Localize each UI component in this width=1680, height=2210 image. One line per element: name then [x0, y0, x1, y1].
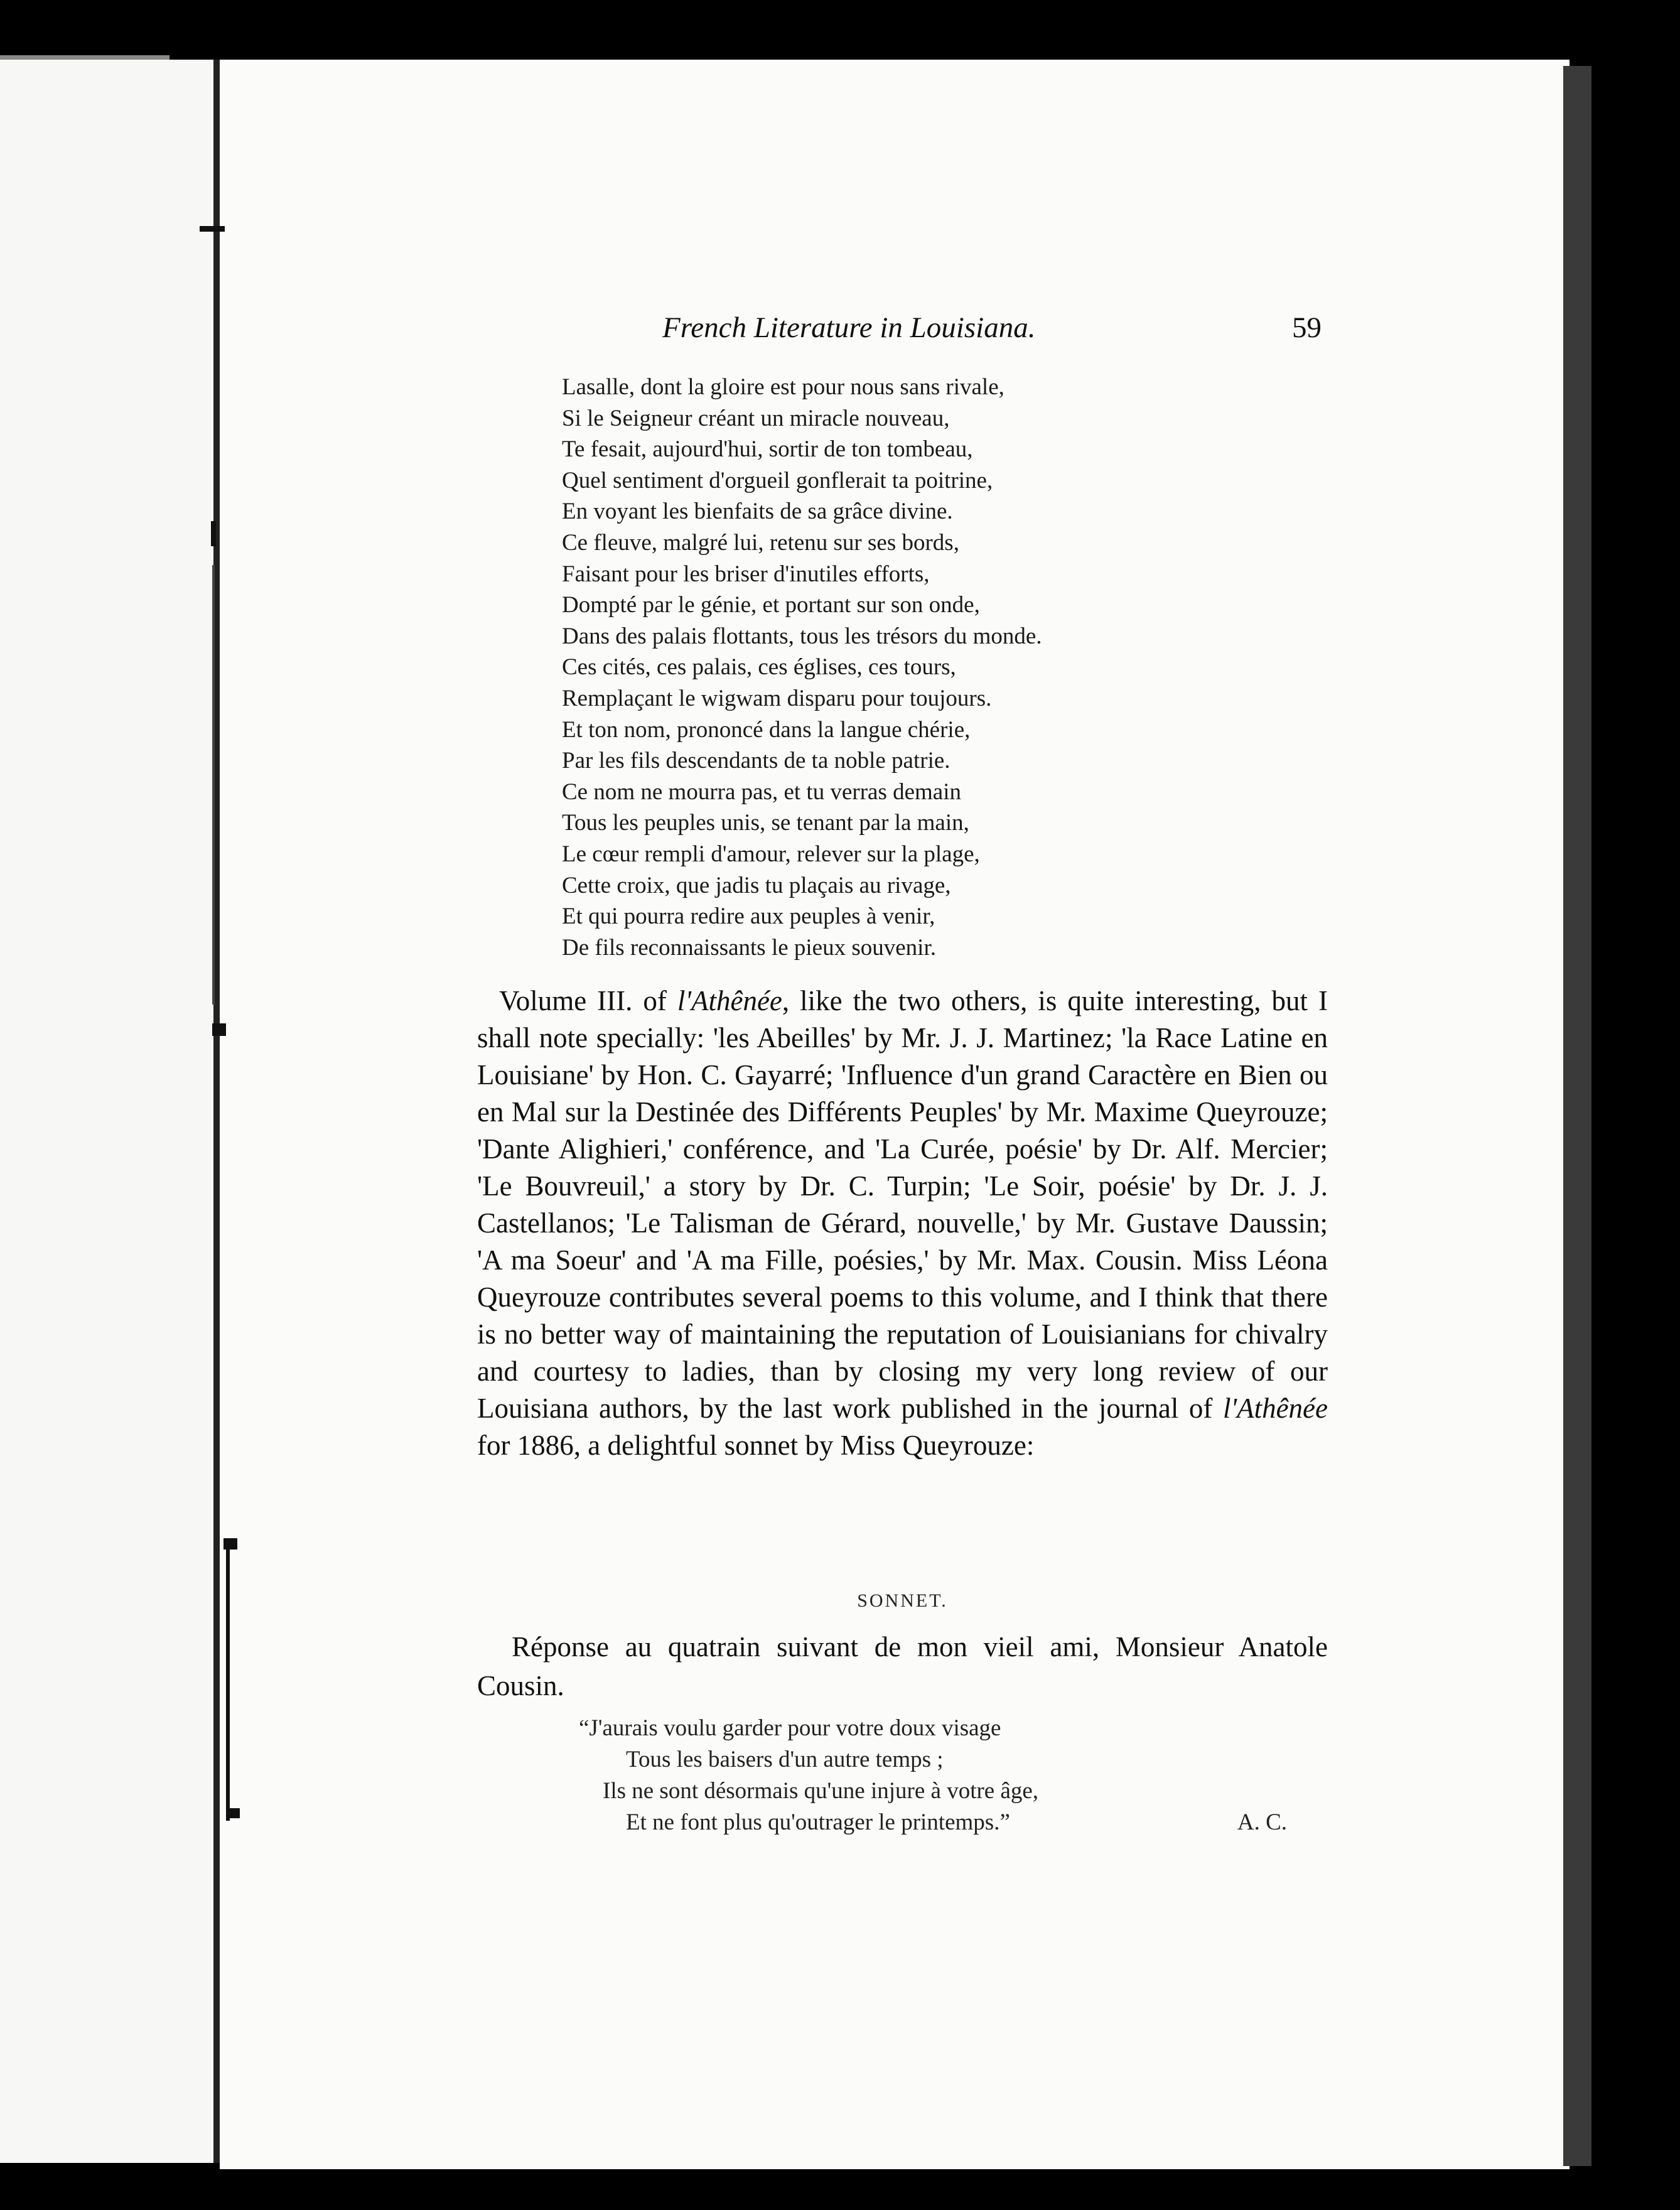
dedication-paragraph: Réponse au quatrain suivant de mon vieil ami, Monsieur Anatole Cousin. — [477, 1631, 1328, 1701]
poem-line: Quel sentiment d'orgueil gonflerait ta poitrine, — [562, 467, 993, 493]
paragraph-text: , like the two others, is quite interesting, but I shall note specially: 'les Abeilles' by Mr. J. J. Martinez; 'la Race Latine en Louisiane' by Hon. C. Gayarré; 'Influence d'un grand Caractère en Bien ou en Mal sur la Destinée des Différents Peuples' by Mr. Maxime Queyrouze; 'Dante Alighieri,' conférence, and 'La Curée, poésie' by Dr. Alf. Mercier; 'Le Bouvreuil,' a story by Dr. C. Turpin; 'Le Soir, poésie' by Dr. J. J. Castellanos; 'Le Talisman de Gérard, nouvelle,' by Mr. Gustave Daussin; 'A ma Soeur' and 'A ma Fille, poésies,' by Mr. Max. Cousin. Miss Léona Queyrouze contributes several poems to this volume, and I think that there is no better way of maintaining the reputation of Louisianians for chivalry and courtesy to ladies, than by closing my very long review of our Louisiana authors, by the last work published in the journal of — [477, 985, 1328, 1424]
paragraph-text: Volume III. of — [499, 985, 677, 1016]
poem-line: Le cœur rempli d'amour, relever sur la plage, — [562, 841, 980, 867]
binding-mark — [223, 1538, 237, 1550]
poem-line: Dans des palais flottants, tous les trésors du monde. — [562, 623, 1042, 649]
page-edge-shadow — [1563, 66, 1591, 2166]
poem-line: De fils reconnaissants le pieux souvenir. — [562, 934, 936, 961]
poem-line: Cette croix, que jadis tu plaçais au rivage, — [562, 872, 951, 898]
page-number: 59 — [1292, 311, 1322, 344]
binding-mark — [200, 226, 225, 232]
poem-line: Par les fils descendants de ta noble patrie. — [562, 748, 950, 774]
binding-mark — [212, 565, 215, 1005]
poem-line: Et ton nom, prononcé dans la langue chérie, — [562, 716, 971, 743]
binding-mark — [211, 521, 216, 546]
poem — [562, 372, 1271, 963]
paragraph-text: for 1886, a delightful sonnet by Miss Queyrouze: — [477, 1430, 1035, 1461]
journal-title: l'Athênée — [677, 985, 782, 1016]
sonnet-heading: SONNET. — [857, 1590, 948, 1611]
poem-line: Tous les peuples unis, se tenant par la main, — [562, 810, 969, 836]
quatrain-signature: A. C. — [1237, 1809, 1287, 1835]
poem-line: Ce fleuve, malgré lui, retenu sur ses bords, — [562, 529, 959, 556]
quatrain-line: Ils ne sont désormais qu'une injure à votre âge, — [603, 1778, 1039, 1804]
poem-line: Et qui pourra redire aux peuples à venir, — [562, 903, 935, 930]
binding-mark — [212, 1023, 226, 1036]
running-title: French Literature in Louisiana. — [662, 311, 1036, 344]
poem-line: En voyant les bienfaits de sa grâce divine. — [562, 499, 953, 525]
poem-line: Te fesait, aujourd'hui, sortir de ton tombeau, — [562, 436, 973, 463]
binding-mark — [226, 1808, 240, 1818]
quatrain-line: Et ne font plus qu'outrager le printemps.” — [626, 1809, 1010, 1835]
quoted-quatrain — [579, 1713, 1345, 1838]
poem-line: Ces cités, ces palais, ces églises, ces tours, — [562, 654, 956, 681]
journal-title: l'Athênée — [1222, 1393, 1328, 1424]
facing-page-margin — [0, 60, 213, 2163]
poem-line: Faisant pour les briser d'inutiles efforts, — [562, 561, 930, 587]
poem-line: Si le Seigneur créant un miracle nouveau, — [562, 405, 950, 431]
poem-line: Dompté par le génie, et portant sur son onde, — [562, 592, 980, 618]
poem-line: Ce nom ne mourra pas, et tu verras demain — [562, 779, 961, 805]
poem-line: Lasalle, dont la gloire est pour nous sans rivale, — [562, 374, 1004, 400]
book-gutter — [213, 60, 220, 2163]
poem-line: Remplaçant le wigwam disparu pour toujours. — [562, 685, 992, 711]
quatrain-line: Tous les baisers d'un autre temps ; — [626, 1747, 944, 1772]
binding-mark — [226, 1538, 230, 1821]
body-paragraph — [477, 983, 1328, 1464]
quatrain-line: “J'aurais voulu garder pour votre doux visage — [579, 1715, 1001, 1741]
